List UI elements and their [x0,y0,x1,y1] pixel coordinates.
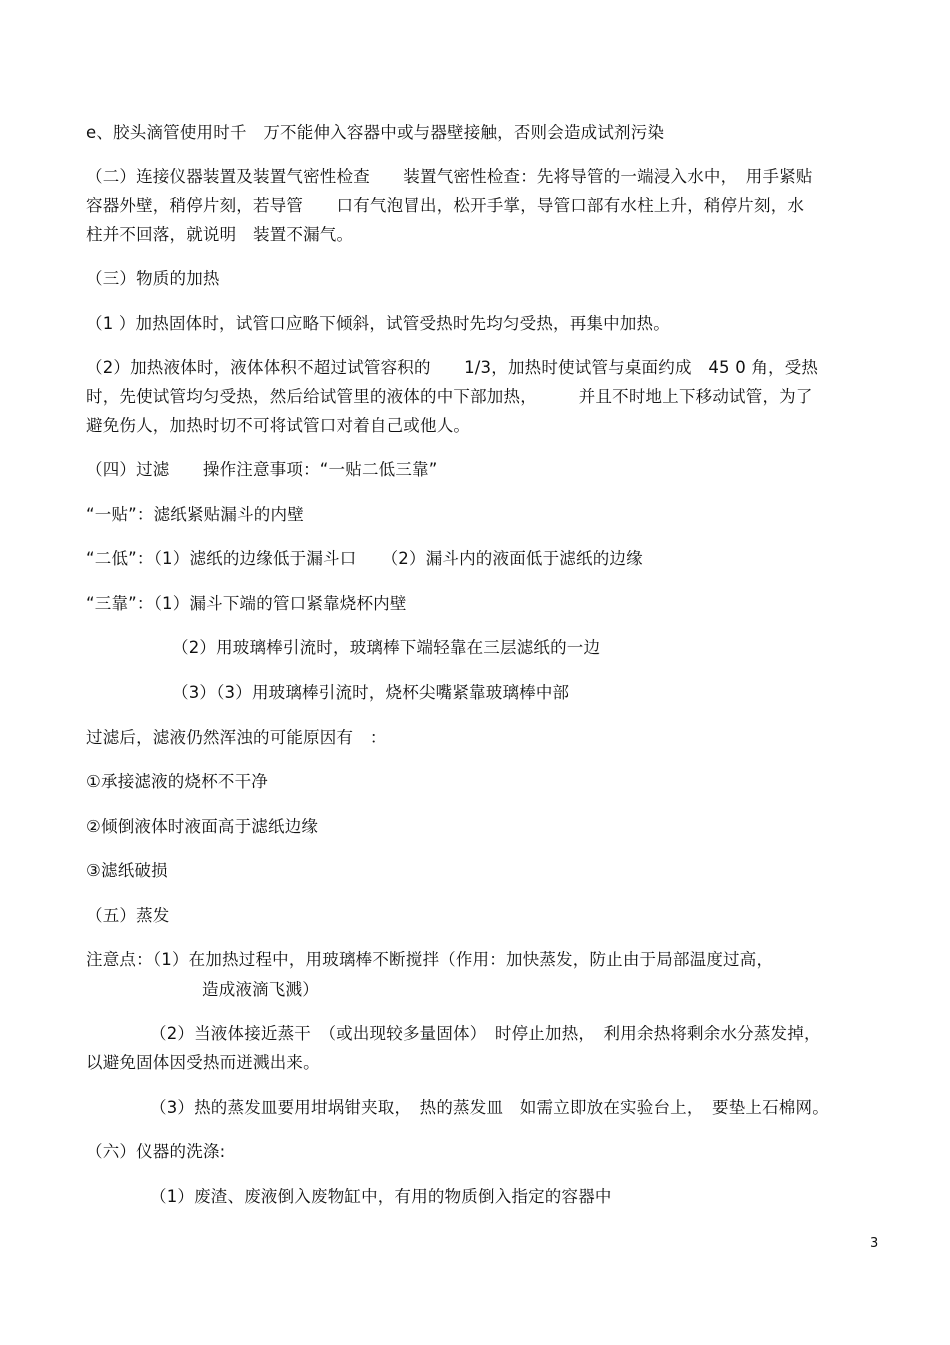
text-line: （2）当液体接近蒸干 （或出现较多量固体） 时停止加热， 利用余热将剩余水分蒸发掉， [150,1024,821,1043]
section-heading: （五）蒸发 [86,906,170,925]
text-line: 以避免固体因受热而迸溅出来。 [86,1053,320,1072]
list-item: ③滤纸破损 [86,861,168,880]
text-line: （1）废渣、废液倒入废物缸中，有用的物质倒入指定的容器中 [150,1187,612,1206]
text-line: “一贴”：滤纸紧贴漏斗的内壁 [86,505,304,524]
section-heading: （六）仪器的洗涤: [86,1142,226,1161]
text-line: e、胶头滴管使用时千 万不能伸入容器中或与器壁接触，否则会造成试剂污染 [86,123,665,142]
text-line: （3）（3）用玻璃棒引流时，烧杯尖嘴紧靠玻璃棒中部 [172,683,570,702]
page-number: 3 [870,1236,879,1251]
text-line: （3）热的蒸发皿要用坩埚钳夹取， 热的蒸发皿 如需立即放在实验台上， 要垫上石棉网。 [150,1098,829,1117]
text-line: 过滤后，滤液仍然浑浊的可能原因有 ： [86,728,387,747]
text-line: 造成液滴飞溅） [202,980,319,999]
text-line: （2）加热液体时，液体体积不超过试管容积的 1/3，加热时使试管与桌面约成 45 0 角，受热 [86,358,819,377]
text-line: 避免伤人，加热时切不可将试管口对着自己或他人。 [86,416,471,435]
section-heading: （四）过滤 操作注意事项：“一贴二低三靠” [86,460,438,479]
text-line: 注意点：（1）在加热过程中，用玻璃棒不断搅拌（作用：加快蒸发，防止由于局部温度过高， [86,950,774,969]
text-line: （二）连接仪器装置及装置气密性检查 装置气密性检查：先将导管的一端浸入水中， 用手紧贴 [86,167,813,186]
text-line: 时，先使试管均匀受热，然后给试管里的液体的中下部加热， 并且不时地上下移动试管，为了 [86,387,813,406]
text-line: “三靠”：（1）漏斗下端的管口紧靠烧杯内壁 [86,594,407,613]
text-line: （1 ）加热固体时，试管口应略下倾斜，试管受热时先均匀受热，再集中加热。 [86,314,670,333]
text-line: “二低”：（1）滤纸的边缘低于漏斗口 （2）漏斗内的液面低于滤纸的边缘 [86,549,643,568]
text-line: （2）用玻璃棒引流时，玻璃棒下端轻靠在三层滤纸的一边 [172,638,601,657]
text-line: 柱并不回落，就说明 装置不漏气。 [86,225,354,244]
text-line: 容器外壁，稍停片刻，若导管 口有气泡冒出，松开手掌，导管口部有水柱上升，稍停片刻，水 [86,196,805,215]
section-heading: （三）物质的加热 [86,269,220,288]
list-item: ①承接滤液的烧杯不干净 [86,772,268,791]
list-item: ②倾倒液体时液面高于滤纸边缘 [86,817,319,836]
